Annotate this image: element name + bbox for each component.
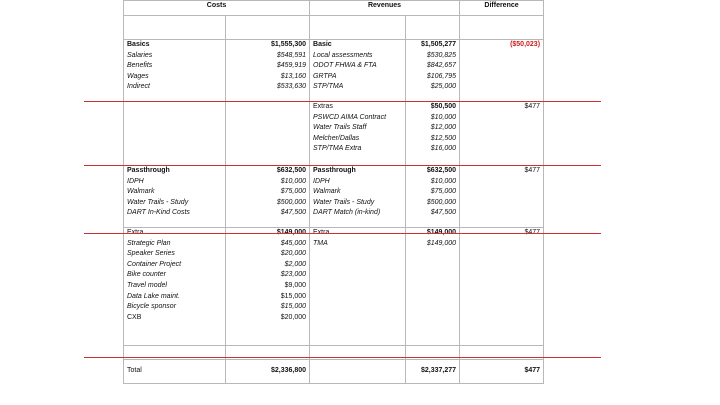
revenue-item-label: PSWCD AIMA Contract <box>313 113 387 121</box>
cost-item-value: $500,000 <box>276 198 307 206</box>
cost-item-label: Strategic Plan <box>127 239 171 247</box>
revenue-item-label: GRTPA <box>313 72 337 80</box>
cost-item-value: $47,500 <box>280 209 307 217</box>
revenue-item-value: $75,000 <box>430 188 457 196</box>
cost-values <box>226 166 310 228</box>
cost-item-value: $548,591 <box>276 51 307 59</box>
cost-labels <box>124 166 226 228</box>
revenue-item-value: $530,825 <box>426 51 457 59</box>
revenue-item-value: $842,657 <box>426 62 457 70</box>
cost-item-label: Wages <box>127 72 149 80</box>
revenue-section-total: $632,500 <box>426 167 457 174</box>
cost-labels <box>124 40 226 102</box>
revenue-item-label: Water Trails - Study <box>313 198 375 206</box>
revenue-values <box>406 166 460 228</box>
cost-item-value: $20,000 <box>280 313 307 321</box>
cost-item-label: Travel model <box>127 281 167 289</box>
revenue-item-value: $12,000 <box>430 124 457 132</box>
revenue-item-label: Walmark <box>313 188 341 196</box>
header-row <box>124 1 544 16</box>
cost-item-label: Walmark <box>127 188 155 196</box>
section-passthrough <box>124 166 544 228</box>
cost-item-label: CXB <box>127 313 142 321</box>
cost-item-label: Salaries <box>127 51 153 59</box>
revenue-item-value: $16,000 <box>430 145 457 153</box>
difference-cell <box>460 102 544 166</box>
cost-item-value: $20,000 <box>280 250 307 258</box>
cost-section-title: Basics <box>127 41 150 48</box>
cost-section-title: Passthrough <box>127 167 170 174</box>
cost-labels <box>124 102 226 166</box>
revenue-labels <box>310 40 406 102</box>
cost-item-value: $10,000 <box>280 177 307 185</box>
revenue-section-title: Extras <box>313 103 333 110</box>
budget-table <box>123 0 544 384</box>
revenue-item-label: STP/TMA <box>313 83 344 91</box>
revenue-labels <box>310 102 406 166</box>
revenue-item-value: $149,000 <box>426 239 457 247</box>
cost-item-value: $13,160 <box>280 72 307 80</box>
cost-item-value: $15,000 <box>280 292 307 300</box>
revenue-values <box>406 228 460 346</box>
cost-item-label: Bike counter <box>127 271 166 279</box>
revenue-item-value: $106,795 <box>426 72 457 80</box>
section-divider-line <box>84 233 601 234</box>
spacer-row <box>124 16 544 40</box>
total-revenue-label-cell <box>310 360 406 384</box>
revenue-item-label: Local assessments <box>313 51 373 59</box>
difference-cell <box>460 40 544 102</box>
revenue-item-label: STP/TMA Extra <box>313 145 362 153</box>
cost-item-label: Benefits <box>127 62 153 70</box>
revenue-item-value: $10,000 <box>430 177 457 185</box>
cost-item-value: $9,000 <box>284 281 307 289</box>
revenue-item-label: ODOT FHWA & FTA <box>313 62 377 70</box>
revenue-section-total: $1,505,277 <box>420 41 457 48</box>
cost-item-label: Water Trails - Study <box>127 198 189 206</box>
cost-item-label: Container Project <box>127 260 182 268</box>
revenue-item-value: $12,500 <box>430 134 457 142</box>
cost-item-value: $2,000 <box>284 260 307 268</box>
revenue-section-title: Passthrough <box>313 167 356 174</box>
cost-section-total: $1,555,300 <box>270 41 307 48</box>
total-revenue: $2,337,277 <box>406 360 460 384</box>
cost-item-label: Speaker Series <box>127 250 175 258</box>
cost-values <box>226 228 310 346</box>
cost-item-label: Indirect <box>127 83 150 91</box>
cost-item-label: IDPH <box>127 177 144 185</box>
revenue-values <box>406 102 460 166</box>
difference-value: $477 <box>524 167 541 174</box>
section-divider-line <box>84 165 601 166</box>
section-extras <box>124 102 544 166</box>
revenue-section-total: $50,500 <box>430 103 457 110</box>
difference-cell <box>460 166 544 228</box>
cost-item-label: DART In-Kind Costs <box>127 209 190 217</box>
revenue-section-title: Basic <box>313 41 332 48</box>
section-divider-line <box>84 357 601 358</box>
difference-value: $477 <box>524 103 541 110</box>
revenues-header: Revenues <box>310 1 460 16</box>
revenue-item-label: DART Match (in-kind) <box>313 209 381 217</box>
revenue-item-value: $10,000 <box>430 113 457 121</box>
cost-values <box>226 102 310 166</box>
cost-item-label: Bicycle sponsor <box>127 303 177 311</box>
section-extra <box>124 228 544 346</box>
total-difference: $477 <box>460 360 544 384</box>
revenue-item-label: IDPH <box>313 177 330 185</box>
revenue-item-label: Water Trails Staff <box>313 124 367 132</box>
revenue-values <box>406 40 460 102</box>
revenue-item-value: $25,000 <box>430 83 457 91</box>
difference-header: Difference <box>460 1 544 16</box>
difference-value: ($50,023) <box>510 41 541 48</box>
cost-item-value: $533,630 <box>276 83 307 91</box>
cost-item-value: $15,000 <box>280 303 307 311</box>
section-divider-line <box>84 101 601 102</box>
revenue-item-value: $47,500 <box>430 209 457 217</box>
costs-header: Costs <box>124 1 310 16</box>
total-label: Total <box>124 360 226 384</box>
cost-item-value: $459,919 <box>276 62 307 70</box>
revenue-item-label: TMA <box>313 239 328 247</box>
cost-item-label: Data Lake maint. <box>127 292 180 300</box>
total-cost: $2,336,800 <box>226 360 310 384</box>
cost-labels <box>124 228 226 346</box>
revenue-item-value: $500,000 <box>426 198 457 206</box>
cost-section-total: $632,500 <box>276 167 307 174</box>
cost-item-value: $23,000 <box>280 271 307 279</box>
revenue-item-label: Melcher/Dallas <box>313 134 360 142</box>
section-basics <box>124 40 544 102</box>
revenue-labels <box>310 228 406 346</box>
difference-cell <box>460 228 544 346</box>
cost-item-value: $75,000 <box>280 188 307 196</box>
revenue-labels <box>310 166 406 228</box>
cost-values <box>226 40 310 102</box>
total-row <box>124 360 544 384</box>
cost-item-value: $45,000 <box>280 239 307 247</box>
